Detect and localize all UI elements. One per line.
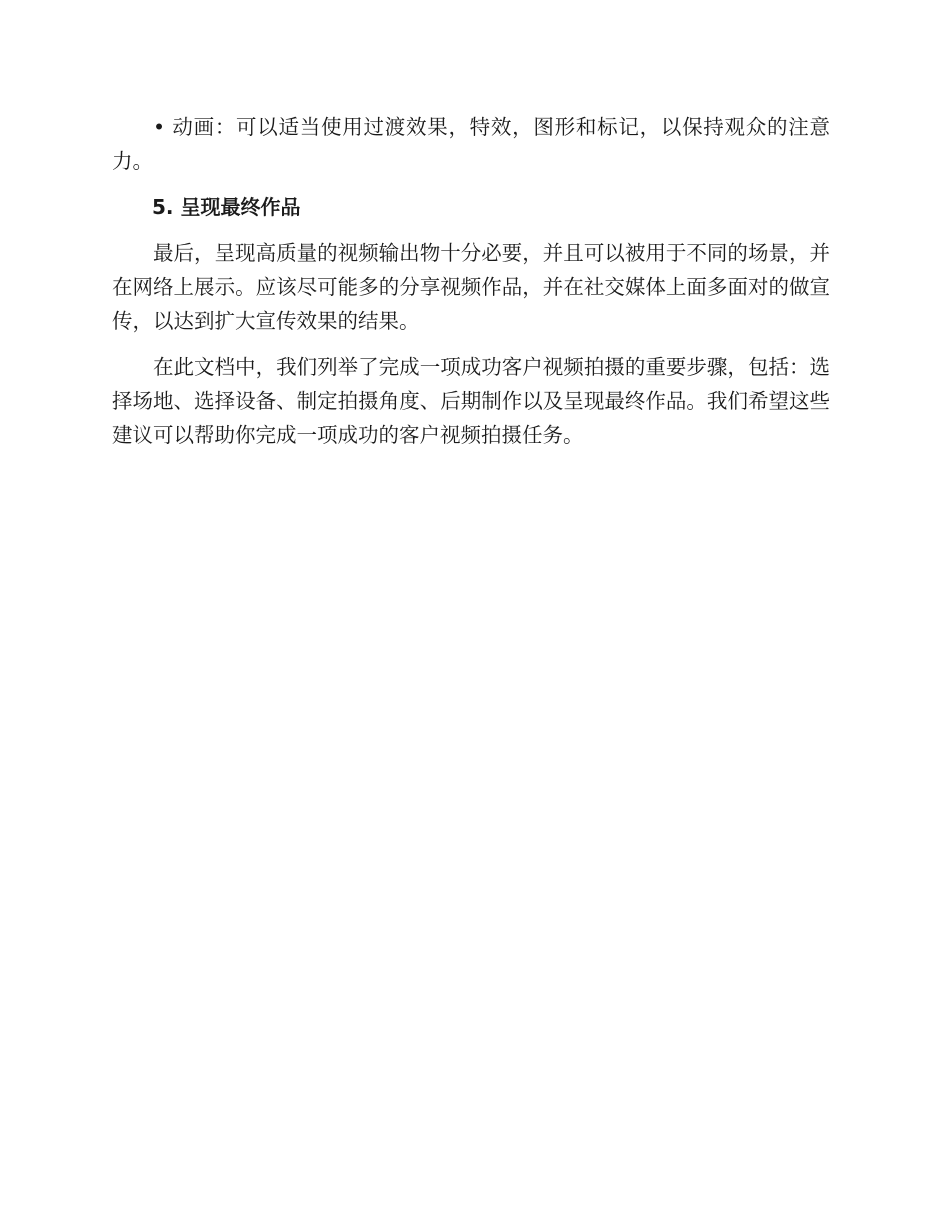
section-heading-final-work: 5. 呈现最终作品 xyxy=(152,195,301,219)
paragraph-summary: 在此文档中，我们列举了完成一项成功客户视频拍摄的重要步骤，包括：选择场地、选择设备、制定拍摄角度、后期制作以及呈现最终作品。我们希望这些建议可以帮助你完成一项成功的客户视频拍摄任务。 xyxy=(112,355,830,447)
paragraph-final-output: 最后，呈现高质量的视频输出物十分必要，并且可以被用于不同的场景，并在网络上展示。应该尽可能多的分享视频作品，并在社交媒体上面多面对的做宣传，以达到扩大宣传效果的结果。 xyxy=(112,241,830,333)
bullet-paragraph-animation: • 动画：可以适当使用过渡效果，特效，图形和标记，以保持观众的注意力。 xyxy=(112,115,830,173)
document-body xyxy=(112,110,830,464)
